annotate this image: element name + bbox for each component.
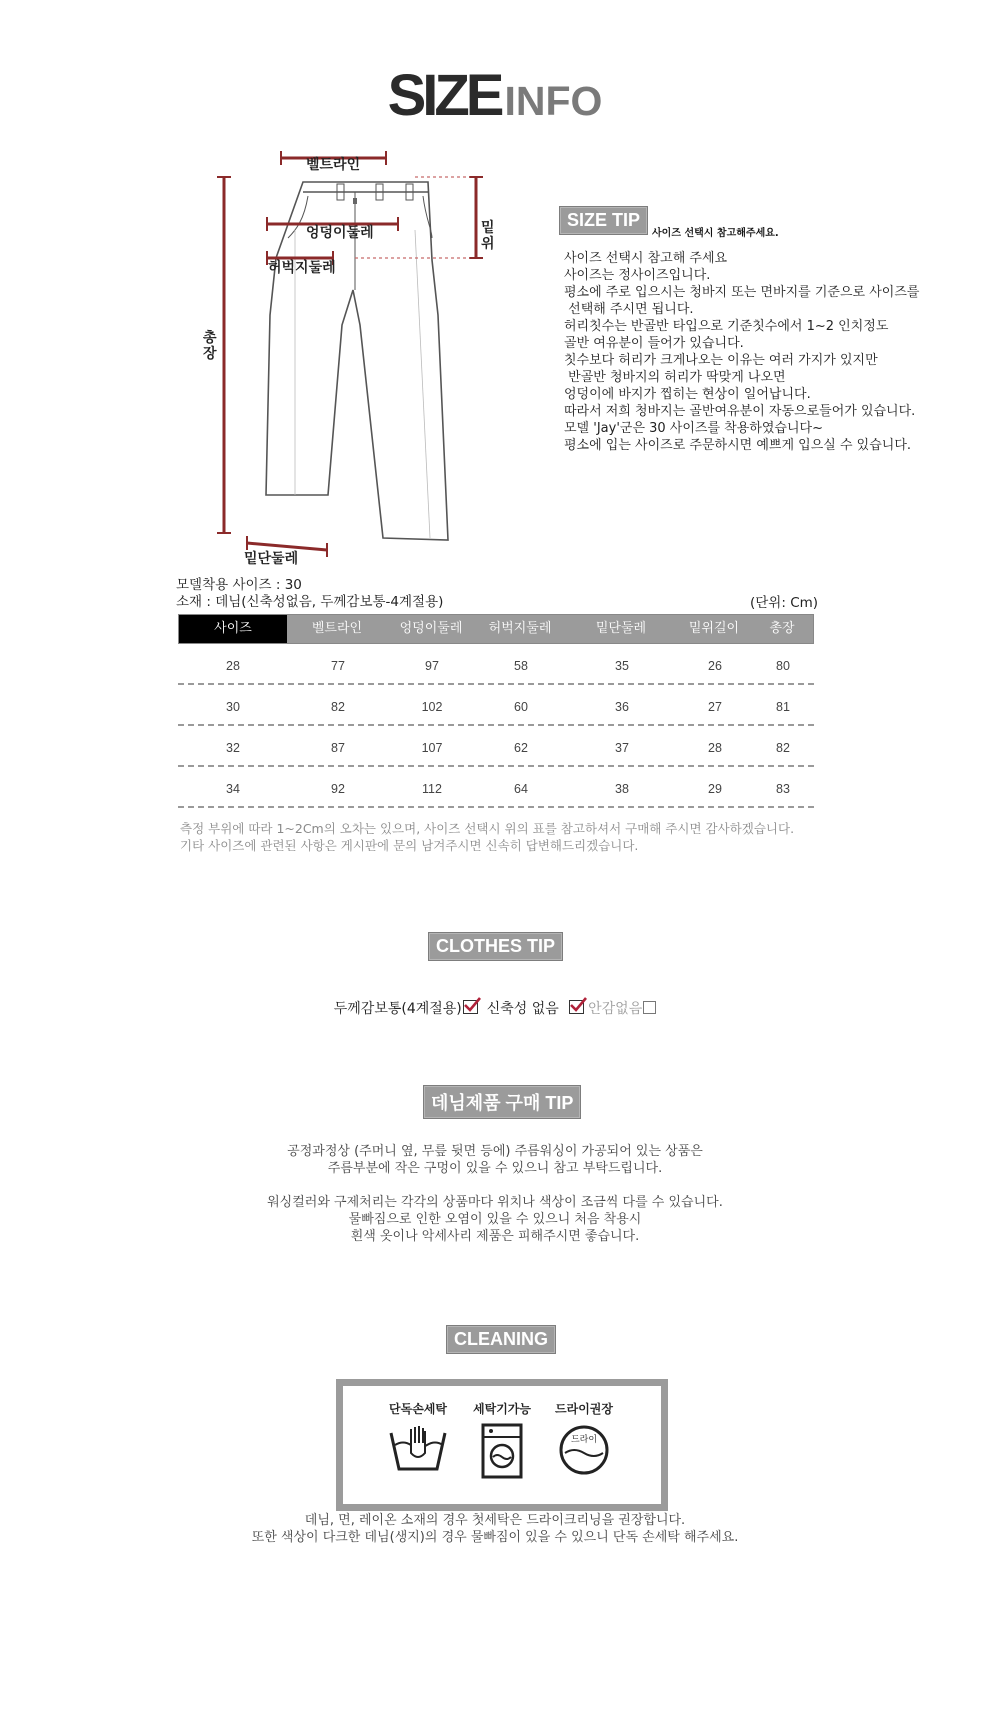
table-cell: 27 bbox=[708, 700, 722, 714]
denim-tip-text bbox=[0, 1143, 990, 1245]
table-cell: 26 bbox=[708, 659, 722, 673]
size-table bbox=[178, 614, 814, 808]
pants-size-diagram bbox=[200, 150, 495, 570]
header-cell: 밑단둘레 bbox=[595, 621, 647, 636]
dry-clean-label: 드라이권장 bbox=[555, 1402, 613, 1416]
table-cell: 83 bbox=[776, 782, 790, 796]
logo-size-text: SIZE bbox=[387, 63, 501, 128]
size-info-logo bbox=[0, 62, 990, 129]
table-cell: 36 bbox=[615, 700, 629, 714]
table-cell: 81 bbox=[776, 700, 790, 714]
size-tip-line: 평소에 입는 사이즈로 주문하시면 예쁘게 입으실 수 있습니다. bbox=[564, 438, 912, 453]
denim-tip-line: 워싱컬러와 구제처리는 각각의 상품마다 위치나 색상이 조금씩 다를 수 있습니다. bbox=[267, 1195, 723, 1210]
header-cell: 허벅지둘레 bbox=[488, 621, 552, 636]
header-cell: 사이즈 bbox=[179, 615, 287, 643]
cleaning-line: 또한 색상이 다크한 데님(생지)의 경우 물빠짐이 있을 수 있으니 단독 손세탁 해주세요. bbox=[251, 1530, 739, 1545]
table-cell: 97 bbox=[425, 659, 439, 673]
size-tip-line: 엉덩이에 바지가 찝히는 현상이 일어납니다. bbox=[564, 387, 811, 402]
size-tip-line: 허리칫수는 반골반 타입으로 기준칫수에서 1~2 인치정도 bbox=[564, 319, 889, 334]
hand-wash-label: 단독손세탁 bbox=[389, 1402, 447, 1416]
hand-wash-item bbox=[373, 1400, 463, 1483]
table-cell: 64 bbox=[514, 782, 528, 796]
header-cell: 엉덩이둘레 bbox=[399, 621, 463, 636]
header-cell: 총장 bbox=[769, 621, 795, 636]
cleaning-icons-box bbox=[336, 1379, 668, 1511]
table-cell: 80 bbox=[776, 659, 790, 673]
belt-line-label: 벨트라인 bbox=[306, 157, 361, 173]
table-note bbox=[180, 820, 794, 854]
logo-info-text: INFO bbox=[504, 78, 603, 124]
size-tip-text bbox=[564, 250, 984, 454]
denim-tip-tag: 데님제품 구매 TIP bbox=[423, 1085, 581, 1119]
dry-clean-icon-text: 드라이 bbox=[570, 1435, 598, 1445]
table-cell: 58 bbox=[514, 659, 528, 673]
denim-tip-line: 공정과정상 (주머니 옆, 무릎 뒷면 등에) 주름워싱이 가공되어 있는 상품은 bbox=[287, 1144, 703, 1159]
washing-machine-label: 세탁기가능 bbox=[473, 1402, 531, 1416]
table-cell: 107 bbox=[421, 741, 443, 755]
table-cell: 102 bbox=[421, 700, 443, 714]
table-row bbox=[178, 685, 814, 726]
table-cell: 29 bbox=[708, 782, 722, 796]
total-length-label: 총장 bbox=[203, 330, 217, 362]
clothes-tip-tag: CLOTHES TIP bbox=[428, 932, 563, 961]
denim-tip-line bbox=[0, 1177, 990, 1194]
size-tip-line: 모델 'Jay'군은 30 사이즈를 착용하였습니다~ bbox=[564, 421, 823, 436]
table-row bbox=[178, 767, 814, 808]
table-cell: 30 bbox=[226, 700, 240, 714]
check-icon bbox=[569, 1000, 584, 1014]
table-cell: 35 bbox=[615, 659, 629, 673]
table-row bbox=[178, 726, 814, 767]
table-header bbox=[178, 614, 814, 644]
table-cell: 38 bbox=[615, 782, 629, 796]
table-cell: 82 bbox=[331, 700, 345, 714]
hem-label: 밑단둘레 bbox=[244, 551, 299, 567]
size-tip-line: 사이즈 선택시 참고해 주세요 bbox=[564, 251, 728, 266]
cleaning-text bbox=[0, 1512, 990, 1546]
rise-label: 밑위 bbox=[481, 220, 495, 252]
material-line: 소재 : 데님(신축성없음, 두께감보통-4계절용) bbox=[176, 594, 444, 610]
denim-tip-line: 흰색 옷이나 악세사리 제품은 피해주시면 좋습니다. bbox=[350, 1229, 640, 1244]
stretch-option: 신축성 없음 bbox=[486, 1001, 559, 1017]
header-cell: 밑위길이 bbox=[688, 621, 740, 636]
table-cell: 77 bbox=[331, 659, 345, 673]
table-cell: 32 bbox=[226, 741, 240, 755]
model-info bbox=[176, 577, 443, 611]
hand-wash-icon bbox=[383, 1423, 453, 1479]
thickness-option: 두께감보통(4계절용) bbox=[333, 1001, 462, 1017]
cleaning-line: 데님, 면, 레이온 소재의 경우 첫세탁은 드라이크리닝을 권장합니다. bbox=[304, 1513, 686, 1528]
washing-machine-item bbox=[457, 1400, 547, 1485]
table-cell: 112 bbox=[422, 782, 442, 796]
dry-clean-icon bbox=[557, 1423, 611, 1477]
size-tip-line: 반골반 청바지의 허리가 딱맞게 나오면 bbox=[564, 370, 786, 385]
lining-option: 안감없음 bbox=[588, 1001, 643, 1017]
unit-label: (단위: Cm) bbox=[750, 595, 819, 611]
table-cell: 62 bbox=[514, 741, 528, 755]
size-tip-line: 따라서 저희 청바지는 골반여유분이 자동으로들어가 있습니다. bbox=[564, 404, 916, 419]
check-icon bbox=[463, 1000, 478, 1014]
table-cell: 28 bbox=[226, 659, 240, 673]
dry-clean-item bbox=[539, 1400, 629, 1477]
washing-machine-icon bbox=[477, 1421, 527, 1481]
header-cell: 벨트라인 bbox=[311, 621, 363, 636]
denim-tip-line: 물빠짐으로 인한 오염이 있을 수 있으니 처음 착용시 bbox=[348, 1212, 642, 1227]
cleaning-tag: CLEANING bbox=[446, 1325, 556, 1354]
size-tip-note: 사이즈 선택시 참고해주세요. bbox=[652, 228, 779, 239]
table-cell: 82 bbox=[776, 741, 790, 755]
table-cell: 28 bbox=[708, 741, 722, 755]
thigh-label: 허벅지둘레 bbox=[268, 260, 336, 276]
model-size-line: 모델착용 사이즈 : 30 bbox=[176, 577, 302, 593]
table-row bbox=[178, 644, 814, 685]
table-note-line: 기타 사이즈에 관련된 사항은 게시판에 문의 남겨주시면 신속히 답변해드리겠습니다. bbox=[180, 838, 639, 853]
size-tip-line: 칫수보다 허리가 크게나오는 이유는 여러 가지가 있지만 bbox=[564, 353, 878, 368]
table-cell: 37 bbox=[615, 741, 629, 755]
clothes-tip-options bbox=[0, 998, 990, 1018]
size-tip-tag: SIZE TIP bbox=[559, 206, 648, 235]
empty-checkbox-icon bbox=[643, 1001, 656, 1014]
size-tip-line: 사이즈는 정사이즈입니다. bbox=[564, 268, 711, 283]
size-tip-line: 골반 여유분이 들어가 있습니다. bbox=[564, 336, 744, 351]
table-note-line: 측정 부위에 따라 1~2Cm의 오차는 있으며, 사이즈 선택시 위의 표를 참고하셔서 구매해 주시면 감사하겠습니다. bbox=[180, 821, 795, 836]
table-cell: 34 bbox=[226, 782, 240, 796]
denim-tip-line: 주름부분에 작은 구멍이 있을 수 있으니 참고 부탁드립니다. bbox=[327, 1161, 663, 1176]
pants-illustration bbox=[200, 150, 490, 570]
size-tip-line: 선택해 주시면 됩니다. bbox=[564, 302, 694, 317]
table-cell: 60 bbox=[514, 700, 528, 714]
table-cell: 87 bbox=[331, 741, 345, 755]
hip-label: 엉덩이둘레 bbox=[306, 225, 374, 241]
size-tip-line: 평소에 주로 입으시는 청바지 또는 면바지를 기준으로 사이즈를 bbox=[564, 285, 920, 300]
table-cell: 92 bbox=[331, 782, 345, 796]
